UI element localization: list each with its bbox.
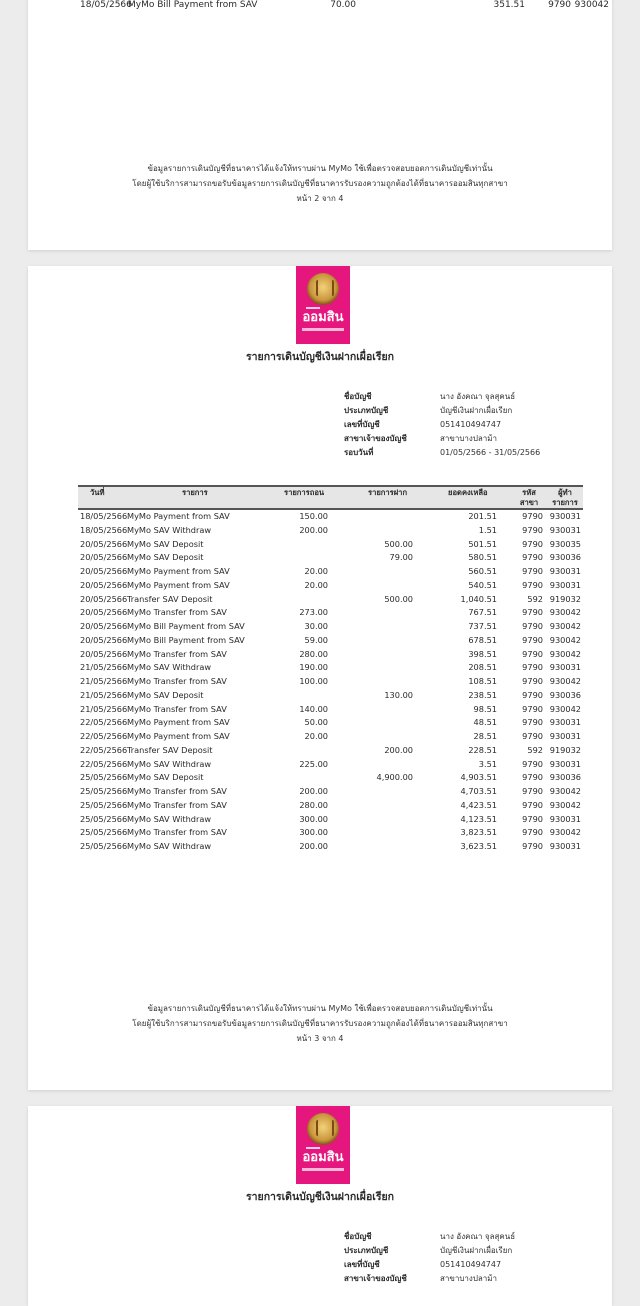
row-balance: 4,123.51 [460, 813, 497, 824]
footer-disclaimer-line-2: โดยผู้ใช้บริการสามารถขอรับข้อมูลรายการเดินบัญชีที่ธนาคารรับรองความถูกต้องได้ที่ธนาคารออมสินทุกสาขา [132, 179, 508, 188]
table-body [78, 510, 583, 854]
row-withdraw: 190.00 [299, 662, 328, 673]
info-account-type [344, 1244, 515, 1258]
row-branch: 9790 [522, 511, 543, 521]
row-balance: 351.51 [493, 0, 525, 10]
row-date: 25/05/2566 [80, 827, 128, 838]
row-balance: 3,623.51 [460, 841, 497, 851]
row-branch: 9790 [522, 648, 543, 659]
info-label: ประเภทบัญชี [344, 406, 389, 415]
info-value: นาง อังคณา จุลสุคนธ์ [440, 1232, 516, 1241]
row-teller: 930031 [549, 758, 581, 769]
row-description: MyMo SAV Deposit [127, 689, 204, 700]
row-withdraw: 280.00 [299, 799, 328, 810]
row-branch: 9790 [522, 689, 543, 700]
row-balance: 580.51 [468, 552, 497, 563]
row-teller: 930036 [549, 552, 581, 563]
row-date: 22/05/2566 [80, 717, 128, 728]
row-description: MyMo SAV Withdraw [127, 662, 212, 673]
row-teller: 930042 [549, 786, 581, 796]
row-date: 21/05/2566 [80, 703, 128, 714]
info-branch [344, 1272, 515, 1286]
row-branch: 9790 [522, 552, 543, 563]
row-branch: 9790 [522, 758, 543, 769]
row-teller: 930035 [549, 538, 581, 549]
table-row [78, 634, 583, 648]
row-deposit: 79.00 [389, 552, 413, 563]
row-date: 25/05/2566 [80, 813, 128, 824]
statement-title: รายการเดินบัญชีเงินฝากเผื่อเรียก [246, 1191, 394, 1203]
col-branch: รหัสสาขา [519, 488, 539, 507]
row-balance: 540.51 [468, 579, 497, 590]
row-balance: 4,423.51 [460, 799, 497, 810]
row-withdraw: 200.00 [299, 841, 328, 851]
row-balance: 48.51 [473, 717, 497, 728]
table-row [78, 579, 583, 593]
gsb-logo [296, 1106, 350, 1184]
row-date: 18/05/2566 [80, 524, 128, 535]
info-value: 051410494747 [440, 420, 502, 429]
info-value: นาง อังคณา จุลสุคนธ์ [440, 392, 516, 401]
row-description: MyMo Transfer from SAV [127, 799, 227, 810]
info-account-name [344, 390, 540, 404]
table-row [78, 771, 583, 785]
row-branch: 9790 [522, 703, 543, 714]
row-teller: 930042 [549, 703, 581, 714]
row-teller: 930031 [549, 813, 581, 824]
row-balance: 98.51 [473, 703, 497, 714]
row-date: 22/05/2566 [80, 744, 128, 755]
row-balance: 208.51 [468, 662, 497, 673]
row-branch: 9790 [522, 538, 543, 549]
gsb-seal-icon [307, 1113, 339, 1145]
table-row [80, 0, 612, 10]
table-row [78, 538, 583, 552]
col-deposit: รายการฝาก [368, 488, 408, 497]
footer-disclaimer-line-1: ข้อมูลรายการเดินบัญชีที่ธนาคารได้แจ้งให้ทราบผ่าน MyMo ใช้เพื่อตรวจสอบยอดการเดินบัญชีเท่านั้น [147, 1004, 493, 1013]
row-date: 18/05/2566 [80, 511, 128, 521]
row-branch: 9790 [522, 827, 543, 838]
row-date: 20/05/2566 [80, 607, 128, 618]
info-account-number [344, 1258, 515, 1272]
row-description: MyMo Payment from SAV [127, 717, 230, 728]
row-teller: 930042 [549, 621, 581, 631]
row-description: MyMo SAV Withdraw [127, 524, 212, 535]
row-date: 20/05/2566 [80, 648, 128, 659]
row-branch: 9790 [522, 772, 543, 783]
info-value: 051410494747 [440, 1260, 502, 1269]
info-branch [344, 432, 540, 446]
row-description: Transfer SAV Deposit [127, 593, 213, 604]
row-withdraw: 140.00 [299, 703, 328, 714]
row-description: MyMo Transfer from SAV [127, 648, 227, 659]
row-date: 25/05/2566 [80, 772, 128, 783]
col-withdraw: รายการถอน [284, 488, 325, 497]
row-teller: 930042 [549, 827, 581, 838]
logo-decoration [306, 1147, 320, 1149]
col-date: วันที่ [90, 488, 105, 497]
info-label: ชื่อบัญชี [344, 1232, 372, 1241]
row-branch: 592 [527, 593, 543, 604]
row-deposit: 130.00 [384, 689, 413, 700]
row-balance: 678.51 [468, 634, 497, 645]
row-balance: 3,823.51 [460, 827, 497, 838]
row-branch: 9790 [522, 786, 543, 796]
logo-subtitle-bar [302, 328, 344, 331]
row-date: 21/05/2566 [80, 662, 128, 673]
row-date: 21/05/2566 [80, 676, 128, 686]
row-teller: 930031 [549, 524, 581, 535]
info-label: ประเภทบัญชี [344, 1246, 389, 1255]
table-row [78, 840, 583, 854]
row-withdraw: 280.00 [299, 648, 328, 659]
table-row [78, 826, 583, 840]
row-withdraw: 300.00 [299, 827, 328, 838]
row-description: MyMo Payment from SAV [127, 511, 230, 521]
logo-text: ออมสิน [302, 310, 344, 325]
statement-title: รายการเดินบัญชีเงินฝากเผื่อเรียก [246, 351, 394, 363]
table-row [78, 620, 583, 634]
row-date: 20/05/2566 [80, 621, 128, 631]
row-teller: 930042 [574, 0, 609, 10]
row-date: 20/05/2566 [80, 566, 128, 576]
row-teller: 919032 [549, 593, 581, 604]
row-description: MyMo Bill Payment from SAV [128, 0, 258, 10]
row-withdraw: 20.00 [304, 579, 328, 590]
row-withdraw: 100.00 [299, 676, 328, 686]
table-row [78, 716, 583, 730]
row-balance: 1.51 [478, 524, 497, 535]
row-balance: 767.51 [468, 607, 497, 618]
row-balance: 1,040.51 [460, 593, 497, 604]
row-balance: 398.51 [468, 648, 497, 659]
row-balance: 28.51 [473, 731, 497, 741]
table-row [78, 758, 583, 772]
row-balance: 3.51 [478, 758, 497, 769]
row-teller: 930036 [549, 772, 581, 783]
row-branch: 592 [527, 744, 543, 755]
info-label: สาขาเจ้าของบัญชี [344, 1274, 407, 1283]
row-balance: 238.51 [468, 689, 497, 700]
row-teller: 930042 [549, 607, 581, 618]
table-row [78, 675, 583, 689]
table-row [78, 799, 583, 813]
row-withdraw: 200.00 [299, 786, 328, 796]
row-description: MyMo SAV Withdraw [127, 758, 212, 769]
table-row [78, 606, 583, 620]
logo-subtitle-bar [302, 1168, 344, 1171]
row-balance: 737.51 [468, 621, 497, 631]
row-balance: 228.51 [468, 744, 497, 755]
row-description: MyMo Transfer from SAV [127, 703, 227, 714]
row-teller: 930042 [549, 676, 581, 686]
info-label: ชื่อบัญชี [344, 392, 372, 401]
table-row [78, 785, 583, 799]
page-number: หน้า 3 จาก 4 [296, 1034, 344, 1043]
row-date: 22/05/2566 [80, 758, 128, 769]
info-account-number [344, 418, 540, 432]
row-withdraw: 30.00 [304, 621, 328, 631]
row-description: Transfer SAV Deposit [127, 744, 213, 755]
row-withdraw: 200.00 [299, 524, 328, 535]
row-withdraw: 225.00 [299, 758, 328, 769]
row-teller: 930042 [549, 648, 581, 659]
row-teller: 930031 [549, 566, 581, 576]
info-period [344, 446, 540, 460]
row-withdraw: 150.00 [299, 511, 328, 521]
page-footer [28, 161, 612, 206]
row-deposit: 500.00 [384, 593, 413, 604]
row-date: 21/05/2566 [80, 689, 128, 700]
row-date: 22/05/2566 [80, 731, 128, 741]
col-teller: ผู้ทำรายการ [552, 488, 578, 507]
row-description: MyMo Transfer from SAV [127, 676, 227, 686]
table-row [78, 565, 583, 579]
statement-page-4 [28, 1106, 612, 1306]
row-description: MyMo Bill Payment from SAV [127, 621, 245, 631]
row-date: 25/05/2566 [80, 799, 128, 810]
info-value: บัญชีเงินฝากเผื่อเรียก [440, 1246, 513, 1255]
table-row [78, 593, 583, 607]
info-label: เลขที่บัญชี [344, 1260, 380, 1269]
row-branch: 9790 [548, 0, 571, 10]
row-description: MyMo Transfer from SAV [127, 607, 227, 618]
row-branch: 9790 [522, 731, 543, 741]
row-deposit [356, 0, 440, 10]
row-withdraw: 70.00 [330, 0, 356, 10]
row-branch: 9790 [522, 524, 543, 535]
row-teller: 930042 [549, 799, 581, 810]
row-date: 20/05/2566 [80, 593, 128, 604]
row-branch: 9790 [522, 607, 543, 618]
row-teller: 930031 [549, 511, 581, 521]
row-balance: 108.51 [468, 676, 497, 686]
row-description: MyMo SAV Deposit [127, 552, 204, 563]
logo-decoration [306, 307, 320, 309]
row-branch: 9790 [522, 813, 543, 824]
info-label: รอบวันที่ [344, 448, 374, 457]
info-account-type [344, 404, 540, 418]
table-row [78, 551, 583, 565]
col-description: รายการ [182, 488, 208, 497]
row-teller: 919032 [549, 744, 581, 755]
row-date: 25/05/2566 [80, 786, 128, 796]
row-withdraw: 50.00 [304, 717, 328, 728]
row-withdraw: 273.00 [299, 607, 328, 618]
row-description: MyMo SAV Withdraw [127, 813, 212, 824]
row-balance: 201.51 [468, 511, 497, 521]
row-branch: 9790 [522, 621, 543, 631]
row-description: MyMo Payment from SAV [127, 731, 230, 741]
row-balance: 560.51 [468, 566, 497, 576]
row-balance: 4,703.51 [460, 786, 497, 796]
table-row [78, 510, 583, 524]
row-branch: 9790 [522, 662, 543, 673]
row-date: 25/05/2566 [80, 841, 128, 851]
row-teller: 930042 [549, 634, 581, 645]
row-description: MyMo SAV Deposit [127, 538, 204, 549]
row-branch: 9790 [522, 566, 543, 576]
row-withdraw: 20.00 [304, 566, 328, 576]
row-date: 20/05/2566 [80, 579, 128, 590]
row-teller: 930031 [549, 841, 581, 851]
gsb-logo [296, 266, 350, 344]
account-info [344, 390, 540, 460]
row-teller: 930036 [549, 689, 581, 700]
row-withdraw: 59.00 [304, 634, 328, 645]
row-branch: 9790 [522, 799, 543, 810]
row-teller: 930031 [549, 717, 581, 728]
row-date: 20/05/2566 [80, 634, 128, 645]
info-account-name [344, 1230, 515, 1244]
statement-page-3 [28, 266, 612, 1090]
row-description: MyMo SAV Deposit [127, 772, 204, 783]
table-header [78, 485, 583, 510]
table-row [78, 703, 583, 717]
info-label: สาขาเจ้าของบัญชี [344, 434, 407, 443]
table-row [78, 744, 583, 758]
footer-disclaimer-line-2: โดยผู้ใช้บริการสามารถขอรับข้อมูลรายการเดินบัญชีที่ธนาคารรับรองความถูกต้องได้ที่ธนาคารออมสินทุกสาขา [132, 1019, 508, 1028]
table-row [78, 648, 583, 662]
row-deposit: 200.00 [384, 744, 413, 755]
gsb-seal-icon [307, 273, 339, 305]
row-branch: 9790 [522, 717, 543, 728]
row-description: MyMo Payment from SAV [127, 579, 230, 590]
row-branch: 9790 [522, 841, 543, 851]
row-description: MyMo Transfer from SAV [127, 786, 227, 796]
info-value: 01/05/2566 - 31/05/2566 [440, 448, 541, 457]
table-row [78, 813, 583, 827]
account-info [344, 1230, 515, 1286]
page-number: หน้า 2 จาก 4 [296, 194, 344, 203]
statement-page-2 [28, 0, 612, 250]
row-withdraw: 300.00 [299, 813, 328, 824]
row-branch: 9790 [522, 579, 543, 590]
row-date: 20/05/2566 [80, 552, 128, 563]
table-row [78, 661, 583, 675]
row-balance: 4,903.51 [460, 772, 497, 783]
row-date: 20/05/2566 [80, 538, 128, 549]
row-balance: 501.51 [468, 538, 497, 549]
info-label: เลขที่บัญชี [344, 420, 380, 429]
info-value: สาขาบางปลาม้า [440, 434, 498, 443]
col-balance: ยอดคงเหลือ [448, 488, 488, 497]
row-description: MyMo Payment from SAV [127, 566, 230, 576]
row-teller: 930031 [549, 579, 581, 590]
info-value: บัญชีเงินฝากเผื่อเรียก [440, 406, 513, 415]
page-footer [28, 1001, 612, 1046]
row-teller: 930031 [549, 731, 581, 741]
row-description: MyMo Transfer from SAV [127, 827, 227, 838]
row-description: MyMo SAV Withdraw [127, 841, 212, 851]
table-row [78, 730, 583, 744]
table-row [78, 689, 583, 703]
logo-text: ออมสิน [302, 1150, 344, 1165]
footer-disclaimer-line-1: ข้อมูลรายการเดินบัญชีที่ธนาคารได้แจ้งให้ทราบผ่าน MyMo ใช้เพื่อตรวจสอบยอดการเดินบัญชีเท่านั้น [147, 164, 493, 173]
row-branch: 9790 [522, 676, 543, 686]
table-row [78, 524, 583, 538]
row-branch: 9790 [522, 634, 543, 645]
row-teller: 930031 [549, 662, 581, 673]
row-date: 18/05/2566 [80, 0, 132, 10]
row-withdraw: 20.00 [304, 731, 328, 741]
info-value: สาขาบางปลาม้า [440, 1274, 498, 1283]
transactions-table [78, 485, 583, 854]
row-description: MyMo Bill Payment from SAV [127, 634, 245, 645]
row-deposit: 500.00 [384, 538, 413, 549]
row-deposit: 4,900.00 [376, 772, 413, 783]
